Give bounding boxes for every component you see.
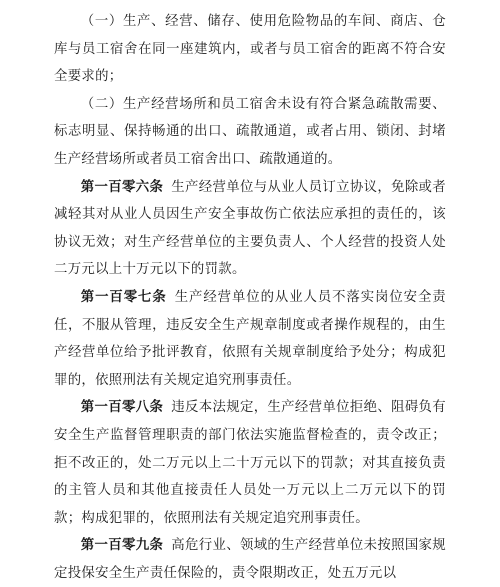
paragraph-clause-2: [54, 91, 446, 174]
article-label: 第一百零六条: [80, 179, 164, 195]
article-107: [54, 284, 446, 394]
article-label: 第一百零八条: [80, 400, 164, 416]
article-text: 生产经营单位与从业人员订立协议，免除或者减轻其对从业人员因生产安全事故伤亡依法应承担的责任的，该协议无效；对生产经营单位的主要负责人、个人经营的投资人处二万元以上十万元以下的罚款。: [54, 179, 446, 278]
article-label: 第一百零七条: [80, 289, 167, 305]
article-text: 生产经营单位的从业人员不落实岗位安全责任，不服从管理，违反安全生产规章制度或者操作规程的，由生产经营单位给予批评教育，依照有关规章制度给予处分；构成犯罪的，依照刑法有关规定追究刑事责任。: [54, 289, 446, 388]
article-text: 违反本法规定，生产经营单位拒绝、阻碍负有安全生产监督管理职责的部门依法实施监督检查的，责令改正；拒不改正的，处二万元以上二十万元以下的罚款；对其直接负责的主管人员和其他直接责任人员处一万元以上二万元以下的罚款；构成犯罪的，依照刑法有关规定追究刑事责任。: [54, 400, 446, 526]
article-109: [54, 532, 446, 587]
article-108: [54, 394, 446, 532]
paragraph-text: （二）生产经营场所和员工宿舍未设有符合紧急疏散需要、标志明显、保持畅通的出口、疏散通道，或者占用、锁闭、封堵生产经营场所或者员工宿舍出口、疏散通道的。: [54, 96, 446, 167]
article-text: 高危行业、领域的生产经营单位未按照国家规定投保安全生产责任保险的，责令限期改正，处五万元以: [54, 538, 446, 581]
article-label: 第一百零九条: [80, 538, 164, 554]
paragraph-clause-1: [54, 8, 446, 91]
article-106: [54, 174, 446, 284]
paragraph-text: （一）生产、经营、储存、使用危险物品的车间、商店、仓库与员工宿舍在同一座建筑内，或者与员工宿舍的距离不符合安全要求的；: [54, 14, 446, 85]
